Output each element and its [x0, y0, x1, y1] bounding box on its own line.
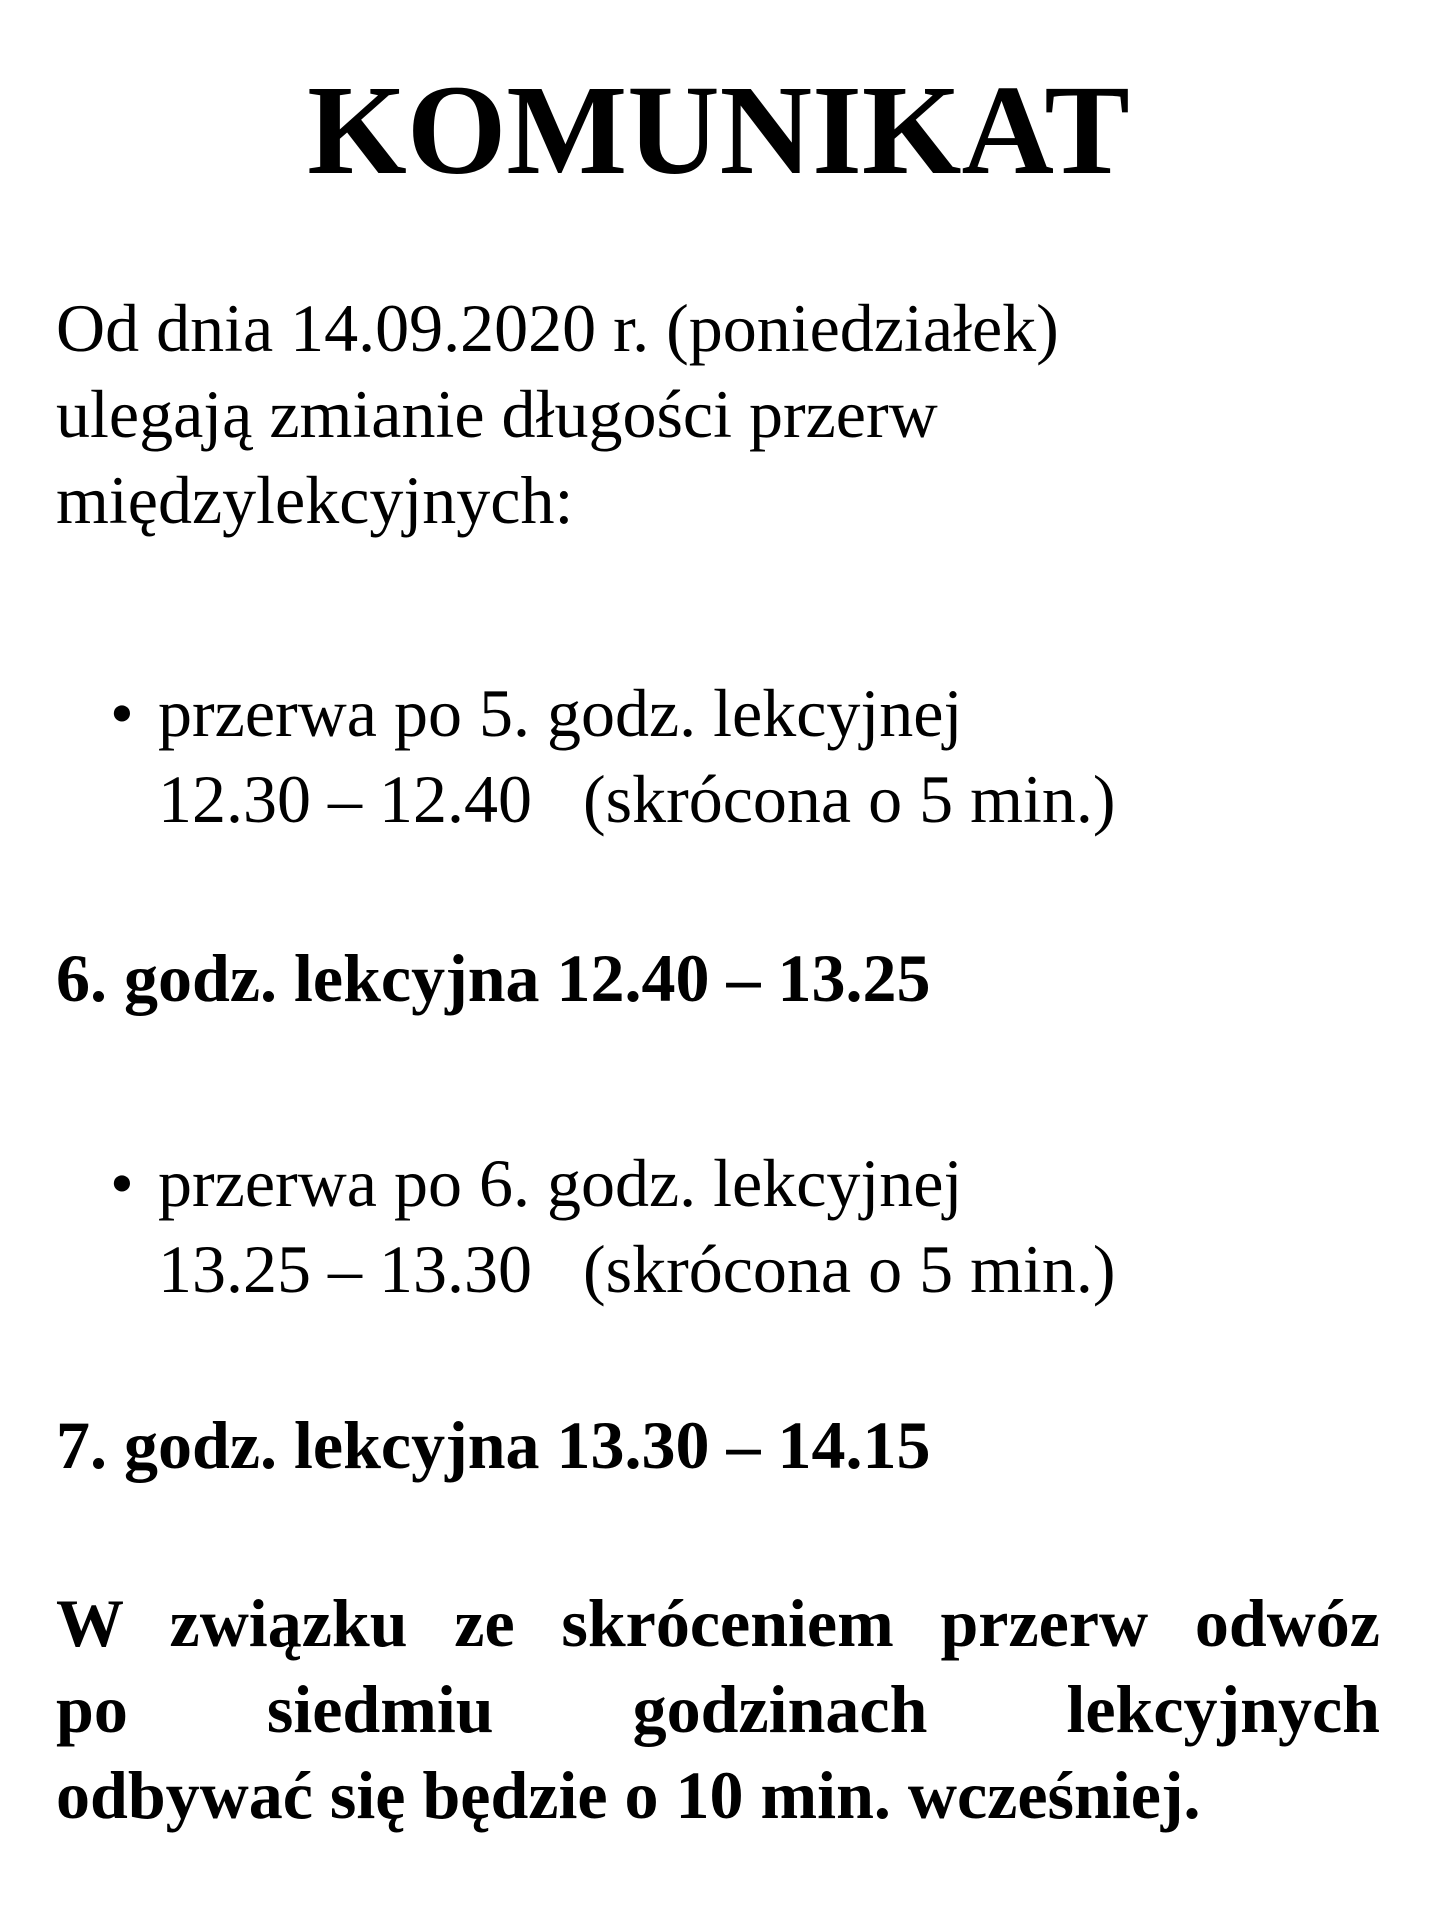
lesson-line-7: 7. godz. lekcyjna 13.30 – 14.15	[56, 1407, 931, 1483]
break-label-line	[110, 1140, 1390, 1226]
intro-paragraph	[56, 285, 1376, 543]
page-title: KOMUNIKAT	[307, 59, 1130, 201]
break-item-2	[110, 1140, 1390, 1312]
closing-line: po siedmiu godzinach lekcyjnych	[56, 1671, 1380, 1747]
bullet-icon: •	[110, 675, 134, 751]
break-label-line	[110, 670, 1390, 756]
break-time: 13.25 – 13.30 (skrócona o 5 min.)	[158, 1231, 1116, 1307]
bullet-icon: •	[110, 1145, 134, 1221]
break-label: przerwa po 5. godz. lekcyjnej	[158, 675, 963, 751]
intro-line: ulegają zmianie długości przerw	[56, 376, 938, 452]
intro-line: międzylekcyjnych:	[56, 462, 574, 538]
break-label: przerwa po 6. godz. lekcyjnej	[158, 1145, 963, 1221]
break-item-1	[110, 670, 1390, 842]
intro-line: Od dnia 14.09.2020 r. (poniedziałek)	[56, 290, 1059, 366]
lesson-line-6: 6. godz. lekcyjna 12.40 – 13.25	[56, 940, 931, 1016]
closing-line: odbywać się będzie o 10 min. wcześniej.	[56, 1757, 1201, 1833]
closing-line: W związku ze skróceniem przerw odwóz	[56, 1585, 1380, 1661]
break-time: 12.30 – 12.40 (skrócona o 5 min.)	[158, 761, 1116, 837]
closing-paragraph	[56, 1580, 1380, 1838]
